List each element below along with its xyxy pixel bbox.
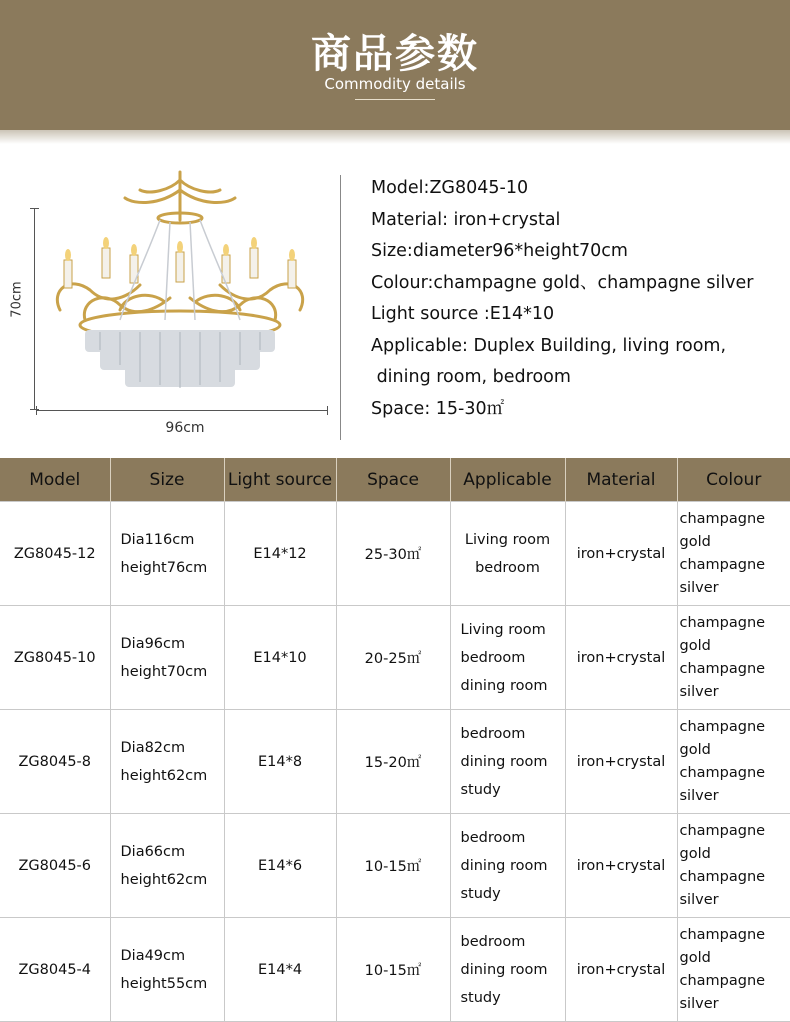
spec-applicable-cont: dining room, bedroom	[371, 366, 571, 388]
cell-colour	[677, 710, 790, 814]
applicable-item: study	[461, 776, 565, 804]
table-row	[0, 814, 790, 918]
header-space: Space	[336, 458, 450, 502]
table-row	[0, 918, 790, 1022]
cell-colour	[677, 606, 790, 710]
spec-material: Material: iron+crystal	[371, 209, 560, 231]
cell-model: ZG8045-10	[0, 606, 110, 710]
cell-space: 10-15㎡	[336, 918, 450, 1022]
cell-size	[110, 502, 224, 606]
spec-light-source: Light source :E14*10	[371, 303, 554, 325]
cell-size	[110, 814, 224, 918]
colour-item: champagne gold	[680, 716, 790, 762]
cell-light: E14*12	[224, 502, 336, 606]
colour-item: champagne gold	[680, 508, 790, 554]
cell-material: iron+crystal	[565, 918, 677, 1022]
colour-item: champagne silver	[680, 970, 790, 1016]
banner-shadow	[0, 130, 790, 144]
cell-applicable	[450, 918, 565, 1022]
size-height: height70cm	[121, 658, 224, 686]
applicable-item: bedroom	[461, 720, 565, 748]
table-row	[0, 710, 790, 814]
size-height: height62cm	[121, 762, 224, 790]
cell-colour	[677, 502, 790, 606]
height-label: 70cm	[10, 275, 25, 325]
cell-material: iron+crystal	[565, 710, 677, 814]
size-dia: Dia96cm	[121, 630, 224, 658]
cell-size	[110, 918, 224, 1022]
title-underline	[355, 99, 435, 100]
size-dia: Dia49cm	[121, 942, 224, 970]
cell-material: iron+crystal	[565, 606, 677, 710]
applicable-item: bedroom	[451, 554, 565, 582]
header-model: Model	[0, 458, 110, 502]
colour-item: champagne silver	[680, 658, 790, 704]
cell-space: 25-30㎡	[336, 502, 450, 606]
cell-size	[110, 710, 224, 814]
width-dimension-line	[36, 410, 328, 411]
cell-light: E14*4	[224, 918, 336, 1022]
cell-light: E14*8	[224, 710, 336, 814]
cell-model: ZG8045-8	[0, 710, 110, 814]
cell-applicable	[450, 606, 565, 710]
applicable-item: dining room	[461, 672, 565, 700]
header-size: Size	[110, 458, 224, 502]
colour-item: champagne silver	[680, 554, 790, 600]
spec-model: Model:ZG8045-10	[371, 177, 528, 199]
size-height: height55cm	[121, 970, 224, 998]
applicable-item: study	[461, 984, 565, 1012]
section-divider	[340, 175, 341, 440]
applicable-item: bedroom	[461, 928, 565, 956]
size-height: height76cm	[121, 554, 224, 582]
table-header-row	[0, 458, 790, 502]
cell-material: iron+crystal	[565, 502, 677, 606]
cell-colour	[677, 814, 790, 918]
applicable-item: dining room	[461, 852, 565, 880]
cell-space: 15-20㎡	[336, 710, 450, 814]
applicable-item: dining room	[461, 748, 565, 776]
size-dia: Dia66cm	[121, 838, 224, 866]
spec-applicable: Applicable: Duplex Building, living room,	[371, 335, 726, 357]
header-light-source: Light source	[224, 458, 336, 502]
applicable-item: bedroom	[461, 824, 565, 852]
applicable-item: dining room	[461, 956, 565, 984]
colour-item: champagne gold	[680, 820, 790, 866]
applicable-item: bedroom	[461, 644, 565, 672]
colour-item: champagne gold	[680, 924, 790, 970]
cell-model: ZG8045-4	[0, 918, 110, 1022]
colour-item: champagne silver	[680, 866, 790, 912]
spec-colour: Colour:champagne gold、champagne silver	[371, 272, 754, 294]
chandelier-image	[30, 160, 330, 410]
cell-space: 20-25㎡	[336, 606, 450, 710]
header-material: Material	[565, 458, 677, 502]
cell-applicable	[450, 502, 565, 606]
table-row	[0, 502, 790, 606]
table-row	[0, 606, 790, 710]
cell-model: ZG8045-6	[0, 814, 110, 918]
applicable-item: study	[461, 880, 565, 908]
cell-light: E14*10	[224, 606, 336, 710]
height-dimension-line	[34, 208, 35, 410]
page-subtitle: Commodity details	[0, 75, 790, 93]
colour-item: champagne silver	[680, 762, 790, 808]
size-height: height62cm	[121, 866, 224, 894]
header-colour: Colour	[677, 458, 790, 502]
cell-colour	[677, 918, 790, 1022]
cell-applicable	[450, 814, 565, 918]
colour-item: champagne gold	[680, 612, 790, 658]
spec-size: Size:diameter96*height70cm	[371, 240, 628, 262]
parameter-table	[0, 458, 790, 1022]
cell-light: E14*6	[224, 814, 336, 918]
applicable-item: Living room	[451, 526, 565, 554]
size-dia: Dia116cm	[121, 526, 224, 554]
header-applicable: Applicable	[450, 458, 565, 502]
cell-space: 10-15㎡	[336, 814, 450, 918]
spec-space: Space: 15-30㎡	[371, 398, 504, 420]
cell-material: iron+crystal	[565, 814, 677, 918]
cell-model: ZG8045-12	[0, 502, 110, 606]
page-title: 商品参数	[0, 22, 790, 79]
cell-applicable	[450, 710, 565, 814]
size-dia: Dia82cm	[121, 734, 224, 762]
cell-size	[110, 606, 224, 710]
applicable-item: Living room	[461, 616, 565, 644]
width-label: 96cm	[150, 420, 220, 436]
